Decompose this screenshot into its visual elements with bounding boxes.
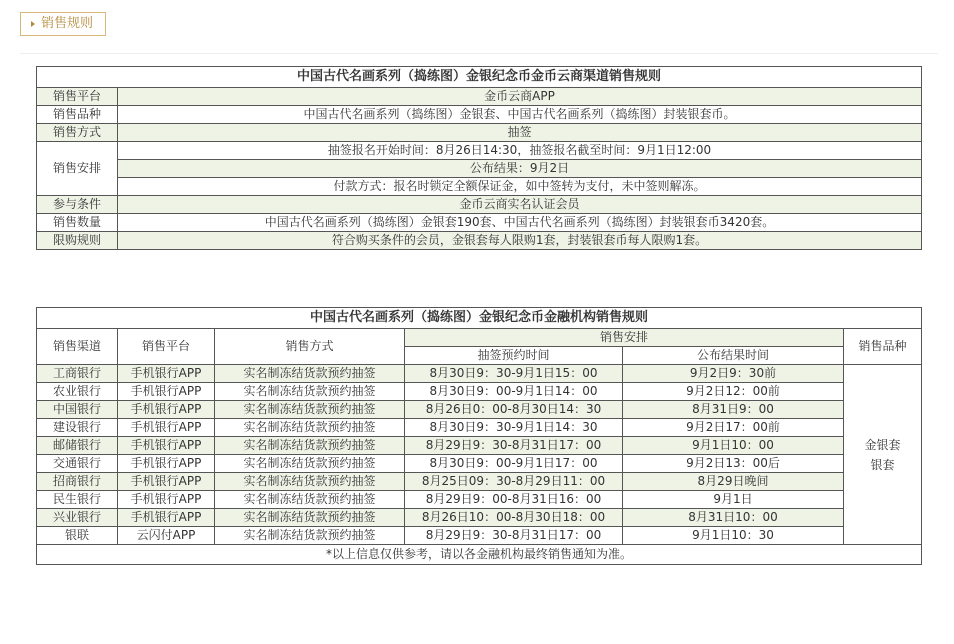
cell-platform: 手机银行APP <box>118 455 215 473</box>
row-value: 抽签报名开始时间：8月26日14:30，抽签报名截至时间：9月1日12:00 <box>118 142 922 160</box>
cell-result: 9月1日10：30 <box>623 527 844 545</box>
cell-result: 8月31日9：00 <box>623 401 844 419</box>
header-arrangement: 销售安排 <box>405 329 844 347</box>
row-value: 金币云商实名认证会员 <box>118 196 922 214</box>
cell-result: 9月2日9：30前 <box>623 365 844 383</box>
cell-channel: 邮储银行 <box>37 437 118 455</box>
cell-lottery: 8月29日9：30-8月31日17：00 <box>405 527 623 545</box>
cell-result: 8月29日晚间 <box>623 473 844 491</box>
table-row <box>37 437 922 455</box>
row-label: 参与条件 <box>37 196 118 214</box>
cell-method: 实名制冻结货款预约抽签 <box>215 527 405 545</box>
cell-platform: 手机银行APP <box>118 509 215 527</box>
cell-lottery: 8月30日9：30-9月1日15：00 <box>405 365 623 383</box>
product-cell <box>844 365 922 545</box>
cell-method: 实名制冻结货款预约抽签 <box>215 419 405 437</box>
product-line-2: 银套 <box>870 457 895 472</box>
row-label: 限购规则 <box>37 232 118 250</box>
table-row <box>37 419 922 437</box>
row-label: 销售平台 <box>37 88 118 106</box>
caret-right-icon <box>31 21 35 27</box>
cell-result: 9月1日 <box>623 491 844 509</box>
row-label: 销售品种 <box>37 106 118 124</box>
cell-platform: 手机银行APP <box>118 437 215 455</box>
header-row <box>37 329 922 347</box>
cell-channel: 银联 <box>37 527 118 545</box>
table-row <box>37 365 922 383</box>
cell-method: 实名制冻结货款预约抽签 <box>215 455 405 473</box>
cell-method: 实名制冻结货款预约抽签 <box>215 509 405 527</box>
cell-result: 9月1日10：00 <box>623 437 844 455</box>
table-row <box>37 106 922 124</box>
cell-channel: 工商银行 <box>37 365 118 383</box>
sales-rules-tab-label: 销售规则 <box>41 16 94 31</box>
cell-channel: 民生银行 <box>37 491 118 509</box>
table-row <box>37 142 922 160</box>
cell-lottery: 8月26日0：00-8月30日14：30 <box>405 401 623 419</box>
sales-rules-tab[interactable] <box>20 12 106 36</box>
row-value: 中国古代名画系列（捣练图）金银套、中国古代名画系列（捣练图）封装银套币。 <box>118 106 922 124</box>
cell-method: 实名制冻结货款预约抽签 <box>215 437 405 455</box>
divider <box>20 53 938 54</box>
table-row <box>37 124 922 142</box>
cell-lottery: 8月30日9：30-9月1日14：30 <box>405 419 623 437</box>
table-row <box>37 473 922 491</box>
row-value: 公布结果：9月2日 <box>118 160 922 178</box>
cell-method: 实名制冻结货款预约抽签 <box>215 365 405 383</box>
row-value: 金币云商APP <box>118 88 922 106</box>
table-row <box>37 401 922 419</box>
table-row <box>37 232 922 250</box>
cell-result: 9月2日12：00前 <box>623 383 844 401</box>
cell-method: 实名制冻结货款预约抽签 <box>215 473 405 491</box>
row-label: 销售安排 <box>37 142 118 196</box>
cell-method: 实名制冻结货款预约抽签 <box>215 401 405 419</box>
table-row <box>37 214 922 232</box>
bank-channel-rules-table <box>36 307 922 565</box>
cell-result: 8月31日10：00 <box>623 509 844 527</box>
header-platform: 销售平台 <box>118 329 215 365</box>
row-value: 中国古代名画系列（捣练图）金银套190套、中国古代名画系列（捣练图）封装银套币3420套。 <box>118 214 922 232</box>
table-row <box>37 455 922 473</box>
disclaimer-note: *以上信息仅供参考，请以各金融机构最终销售通知为准。 <box>37 545 922 565</box>
cell-lottery: 8月29日9：00-8月31日16：00 <box>405 491 623 509</box>
table-row <box>37 196 922 214</box>
cell-channel: 招商银行 <box>37 473 118 491</box>
cell-lottery: 8月25日09：30-8月29日11：00 <box>405 473 623 491</box>
table-row <box>37 178 922 196</box>
cell-channel: 兴业银行 <box>37 509 118 527</box>
cell-lottery: 8月30日9：00-9月1日17：00 <box>405 455 623 473</box>
table-row <box>37 160 922 178</box>
row-value: 符合购买条件的会员，金银套每人限购1套，封装银套币每人限购1套。 <box>118 232 922 250</box>
product-line-1: 金银套 <box>864 437 901 452</box>
cell-platform: 手机银行APP <box>118 419 215 437</box>
cell-channel: 中国银行 <box>37 401 118 419</box>
cell-lottery: 8月30日9：00-9月1日14：00 <box>405 383 623 401</box>
header-channel: 销售渠道 <box>37 329 118 365</box>
header-lottery-time: 抽签预约时间 <box>405 347 623 365</box>
cell-platform: 手机银行APP <box>118 401 215 419</box>
row-value: 抽签 <box>118 124 922 142</box>
table-row <box>37 509 922 527</box>
cell-method: 实名制冻结货款预约抽签 <box>215 383 405 401</box>
cloud-channel-rules-table <box>36 66 922 250</box>
table2-title: 中国古代名画系列（捣练图）金银纪念币金融机构销售规则 <box>37 308 922 329</box>
row-label: 销售数量 <box>37 214 118 232</box>
row-label: 销售方式 <box>37 124 118 142</box>
cell-method: 实名制冻结货款预约抽签 <box>215 491 405 509</box>
header-method: 销售方式 <box>215 329 405 365</box>
cell-channel: 农业银行 <box>37 383 118 401</box>
table-row <box>37 491 922 509</box>
table-row <box>37 527 922 545</box>
cell-result: 9月2日17：00前 <box>623 419 844 437</box>
cell-platform: 手机银行APP <box>118 473 215 491</box>
table-row <box>37 88 922 106</box>
cell-platform: 手机银行APP <box>118 383 215 401</box>
row-value: 付款方式：报名时锁定全额保证金，如中签转为支付，未中签则解冻。 <box>118 178 922 196</box>
cell-channel: 建设银行 <box>37 419 118 437</box>
cell-lottery: 8月29日9：30-8月31日17：00 <box>405 437 623 455</box>
cell-platform: 云闪付APP <box>118 527 215 545</box>
cell-lottery: 8月26日10：00-8月30日18：00 <box>405 509 623 527</box>
cell-platform: 手机银行APP <box>118 365 215 383</box>
cell-platform: 手机银行APP <box>118 491 215 509</box>
header-product: 销售品种 <box>844 329 922 365</box>
table-row <box>37 383 922 401</box>
cell-result: 9月2日13：00后 <box>623 455 844 473</box>
cell-channel: 交通银行 <box>37 455 118 473</box>
header-result-time: 公布结果时间 <box>623 347 844 365</box>
table1-title: 中国古代名画系列（捣练图）金银纪念币金币云商渠道销售规则 <box>37 67 922 88</box>
